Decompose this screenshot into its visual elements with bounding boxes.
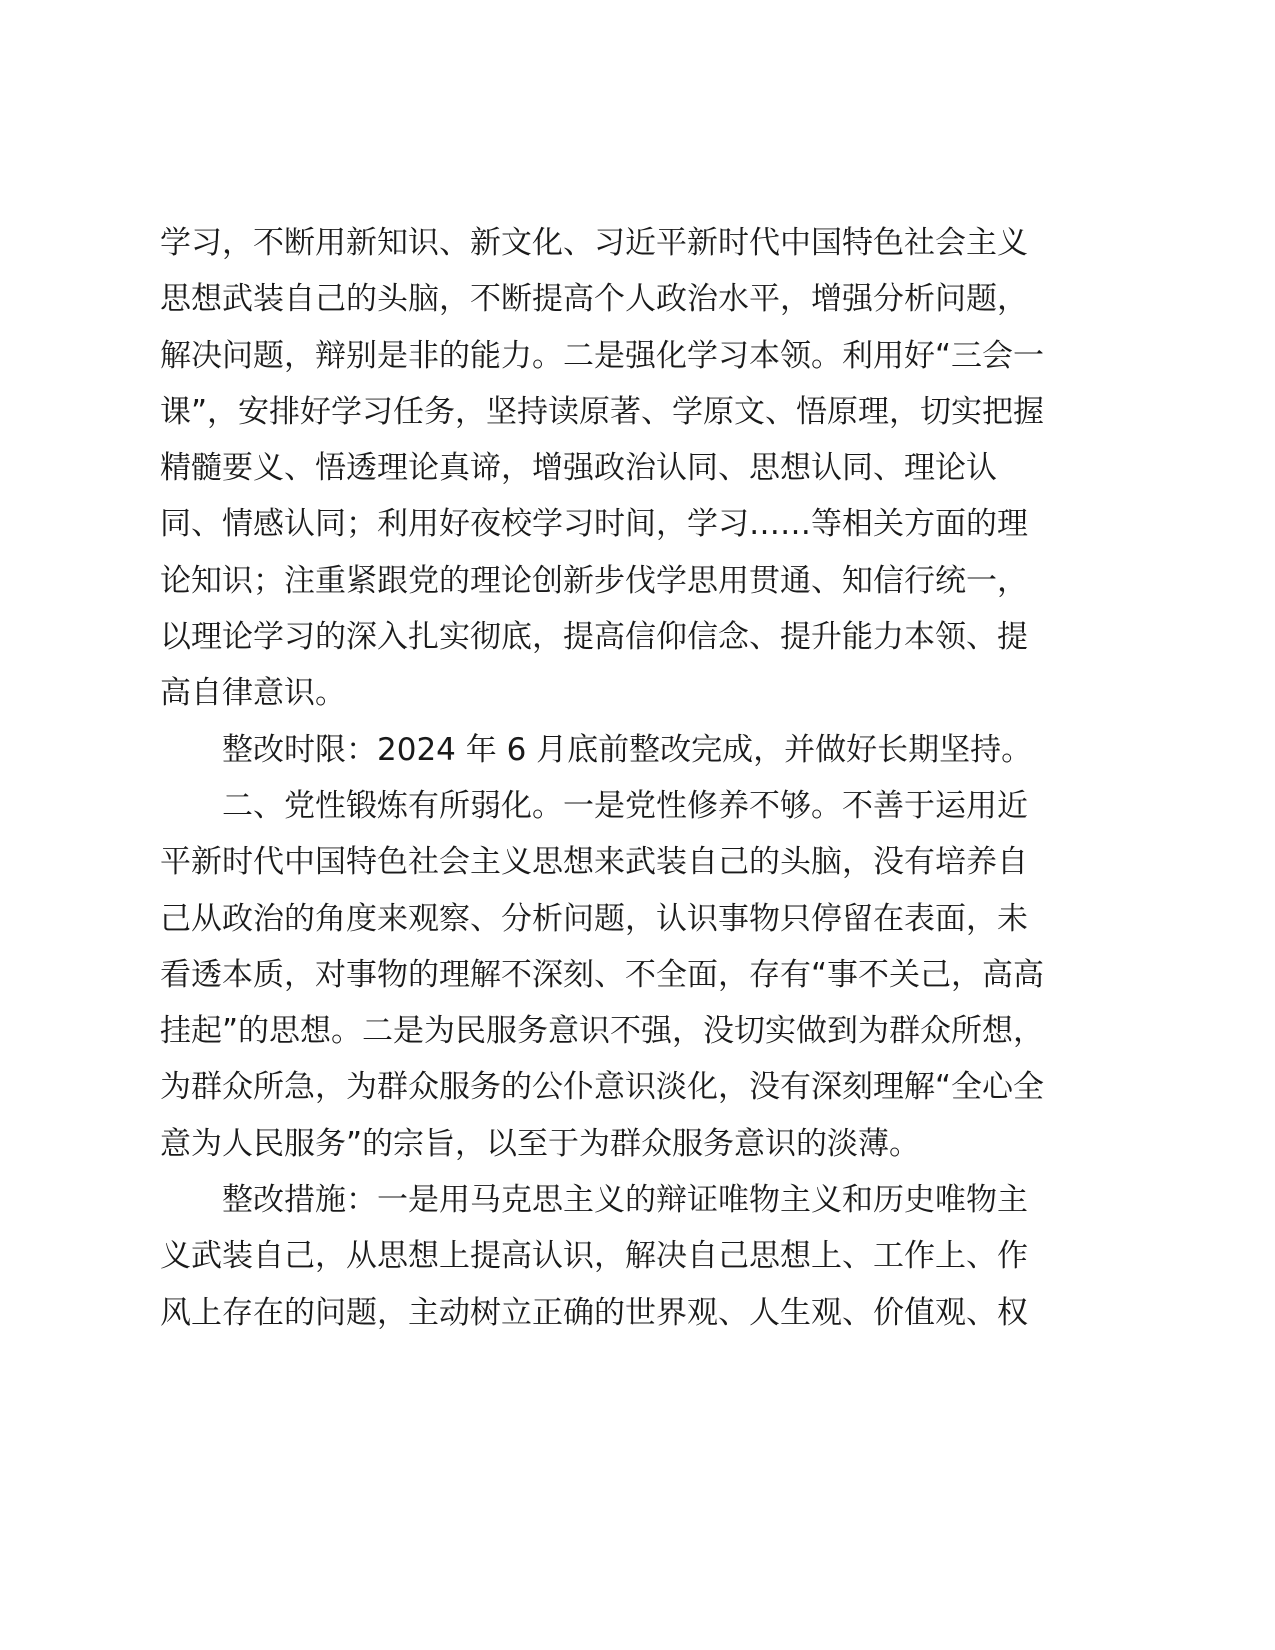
text-line: 解决问题，辩别是非的能力。二是强化学习本领。利用好“三会一 <box>160 337 1045 374</box>
text-line: 思想武装自己的头脑，不断提高个人政治水平，增强分析问题， <box>160 281 1028 318</box>
text-line: 挂起”的思想。二是为民服务意识不强，没切实做到为群众所想， <box>160 1013 1045 1050</box>
text-line: 己从政治的角度来观察、分析问题，认识事物只停留在表面，未 <box>160 900 1028 937</box>
text-line: 义武装自己，从思想上提高认识，解决自己思想上、工作上、作 <box>160 1238 1028 1275</box>
text-line: 高自律意识。 <box>160 675 346 712</box>
section-heading-line: 二、党性锻炼有所弱化。一是党性修养不够。不善于运用近 <box>222 787 1028 824</box>
text-line: 论知识；注重紧跟党的理论创新步伐学思用贯通、知信行统一， <box>160 562 1028 599</box>
text-line: 同、情感认同；利用好夜校学习时间，学习……等相关方面的理 <box>160 506 1028 543</box>
text-line: 看透本质，对事物的理解不深刻、不全面，存有“事不关己，高高 <box>160 956 1045 993</box>
rectification-deadline-line: 整改时限：2024 年 6 月底前整改完成，并做好长期坚持。 <box>222 731 1033 768</box>
text-line: 以理论学习的深入扎实彻底，提高信仰信念、提升能力本领、提 <box>160 619 1028 656</box>
text-line: 意为人民服务”的宗旨，以至于为群众服务意识的淡薄。 <box>160 1125 921 1162</box>
text-line: 平新时代中国特色社会主义思想来武装自己的头脑，没有培养自 <box>160 844 1028 881</box>
text-line: 精髓要义、悟透理论真谛，增强政治认同、思想认同、理论认 <box>160 450 997 487</box>
rectification-measures-line: 整改措施：一是用马克思主义的辩证唯物主义和历史唯物主 <box>222 1182 1028 1219</box>
text-line: 为群众所急，为群众服务的公仆意识淡化，没有深刻理解“全心全 <box>160 1069 1045 1106</box>
text-line: 风上存在的问题，主动树立正确的世界观、人生观、价值观、权 <box>160 1294 1028 1331</box>
text-line: 学习，不断用新知识、新文化、习近平新时代中国特色社会主义 <box>160 225 1028 261</box>
text-line: 课”，安排好学习任务，坚持读原著、学原文、悟原理，切实把握 <box>160 393 1045 430</box>
document-body <box>160 215 1075 1341</box>
